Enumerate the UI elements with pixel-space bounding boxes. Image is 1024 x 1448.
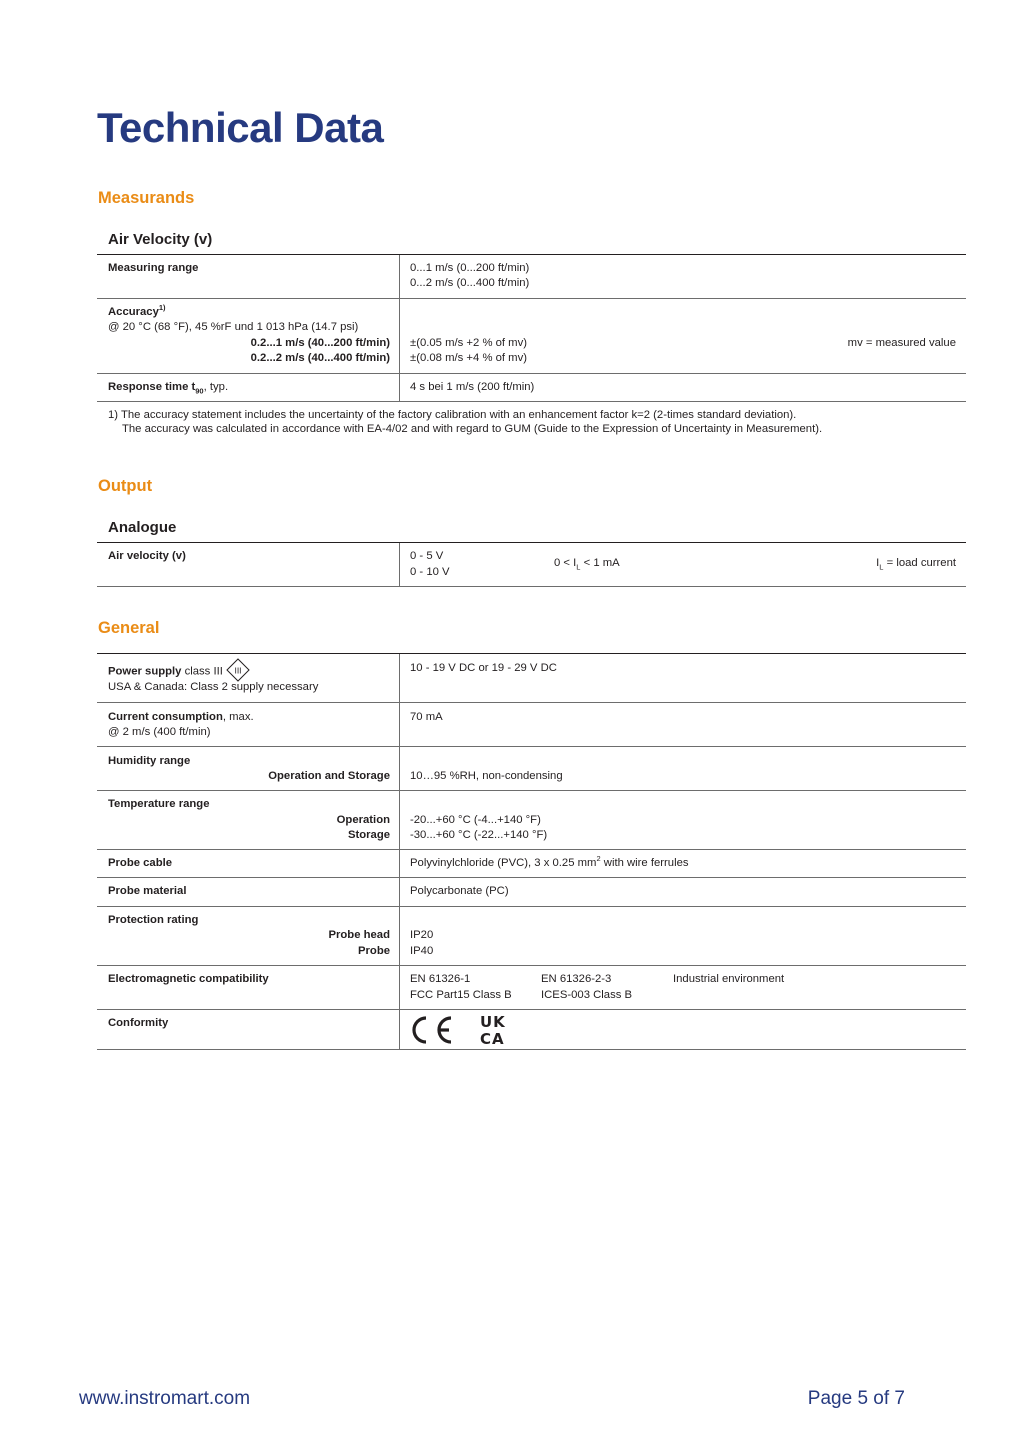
row-divider	[97, 298, 966, 299]
footer-page-number: Page 5 of 7	[807, 1388, 905, 1409]
humidity-range-value: 10…95 %RH, non-condensing	[410, 770, 563, 782]
column-divider	[399, 255, 400, 402]
protection-probe-value: IP40	[410, 945, 434, 957]
svg-text:UK: UK	[480, 1013, 506, 1031]
row-divider	[97, 790, 966, 791]
row-divider	[97, 965, 966, 966]
emc-standard-fcc: FCC Part15 Class B	[410, 989, 512, 1001]
row-divider	[97, 702, 966, 703]
power-supply-value: 10 - 19 V DC or 19 - 29 V DC	[410, 662, 557, 674]
power-supply-label: Power supply class III III	[108, 664, 250, 680]
row-divider	[97, 401, 966, 402]
accuracy-note: mv = measured value	[847, 337, 956, 349]
accuracy-value-2: ±(0.08 m/s +4 % of mv)	[410, 352, 528, 364]
row-divider	[97, 586, 966, 587]
row-divider	[97, 746, 966, 747]
response-time-value: 4 s bei 1 m/s (200 ft/min)	[410, 381, 535, 393]
section-heading-general: General	[98, 619, 160, 637]
probe-cable-label: Probe cable	[108, 857, 173, 869]
load-current-note: $I_L$ = load current	[876, 557, 956, 572]
output-value-1: 0 - 5 V	[410, 550, 444, 562]
row-divider	[97, 877, 966, 878]
conformity-label: Conformity	[108, 1017, 169, 1029]
humidity-range-label: Humidity range	[108, 755, 191, 767]
current-consumption-label: Current consumption, max.	[108, 711, 254, 723]
table-top-rule	[97, 653, 966, 654]
response-time-label: Response time $t_{90}$, typ.	[108, 381, 229, 396]
table-bottom-rule	[97, 1049, 966, 1050]
ukca-mark-icon	[480, 1013, 514, 1047]
svg-text:CA: CA	[480, 1030, 505, 1047]
temperature-sub-storage: Storage	[347, 829, 390, 841]
table-top-rule	[97, 542, 966, 543]
protection-probe-head-value: IP20	[410, 929, 434, 941]
section-heading-output: Output	[98, 477, 153, 495]
power-supply-note: USA & Canada: Class 2 supply necessary	[108, 681, 319, 693]
accuracy-range-2: 0.2...2 m/s (40...400 ft/min)	[250, 352, 390, 364]
current-consumption-condition: @ 2 m/s (400 ft/min)	[108, 726, 211, 738]
air-velocity-output-label: Air velocity (v)	[108, 550, 186, 562]
accuracy-range-1: 0.2...1 m/s (40...200 ft/min)	[250, 337, 390, 349]
row-divider	[97, 1009, 966, 1010]
protection-rating-label: Protection rating	[108, 914, 199, 926]
accuracy-value-1: ±(0.05 m/s +2 % of mv)	[410, 337, 528, 349]
probe-material-label: Probe material	[108, 885, 187, 897]
temperature-storage-value: -30...+60 °C (-22...+140 °F)	[410, 829, 548, 841]
temperature-sub-operation: Operation	[336, 814, 390, 826]
emc-standard-2: EN 61326-2-3	[541, 973, 612, 985]
row-divider	[97, 906, 966, 907]
footnote-line-2: The accuracy was calculated in accordance with EA-4/02 and with regard to GUM (Guide to the Expression of Uncertainty in Measurement).	[122, 423, 823, 435]
subheading-analogue: Analogue	[108, 519, 177, 536]
humidity-sub-label: Operation and Storage	[268, 770, 390, 782]
emc-label: Electromagnetic compatibility	[108, 973, 269, 985]
section-heading-measurands: Measurands	[98, 189, 195, 207]
protection-sub-probe: Probe	[357, 945, 390, 957]
accuracy-condition: @ 20 °C (68 °F), 45 %rF und 1 013 hPa (14.7 psi)	[108, 321, 359, 333]
probe-material-value: Polycarbonate (PC)	[410, 885, 509, 897]
measuring-range-label: Measuring range	[108, 262, 199, 274]
footer-website-link[interactable]: www.instromart.com	[79, 1388, 251, 1409]
page-title: Technical Data	[97, 104, 384, 151]
footnote-line-1: 1) The accuracy statement includes the uncertainty of the factory calibration with an enhancement factor k=2 (2-times standard deviation).	[108, 409, 797, 421]
table-top-rule	[97, 254, 966, 255]
measuring-range-value-1: 0...1 m/s (0...200 ft/min)	[410, 262, 530, 274]
row-divider	[97, 373, 966, 374]
accuracy-label: Accuracy$^{1)}$	[108, 303, 166, 318]
temperature-range-label: Temperature range	[108, 798, 210, 810]
measuring-range-value-2: 0...2 m/s (0...400 ft/min)	[410, 277, 530, 289]
column-divider	[399, 654, 400, 1049]
emc-standard-1: EN 61326-1	[410, 973, 471, 985]
protection-sub-probe-head: Probe head	[328, 929, 390, 941]
current-consumption-value: 70 mA	[410, 711, 443, 723]
temperature-operation-value: -20...+60 °C (-4...+140 °F)	[410, 814, 541, 826]
output-value-2: 0 - 10 V	[410, 566, 450, 578]
subheading-air-velocity: Air Velocity (v)	[108, 231, 213, 248]
ce-mark-icon	[409, 1014, 455, 1046]
svg-text:III: III	[234, 665, 242, 676]
probe-cable-value: Polyvinylchloride (PVC), 3 x 0.25 $mm^2$ with wire ferrules	[410, 854, 689, 869]
protection-class-iii-icon	[226, 663, 250, 678]
column-divider	[399, 543, 400, 586]
load-current-range: $0 < I_L < 1$ mA	[554, 557, 620, 572]
row-divider	[97, 849, 966, 850]
emc-environment: Industrial environment	[673, 973, 785, 985]
emc-standard-ices: ICES-003 Class B	[541, 989, 633, 1001]
